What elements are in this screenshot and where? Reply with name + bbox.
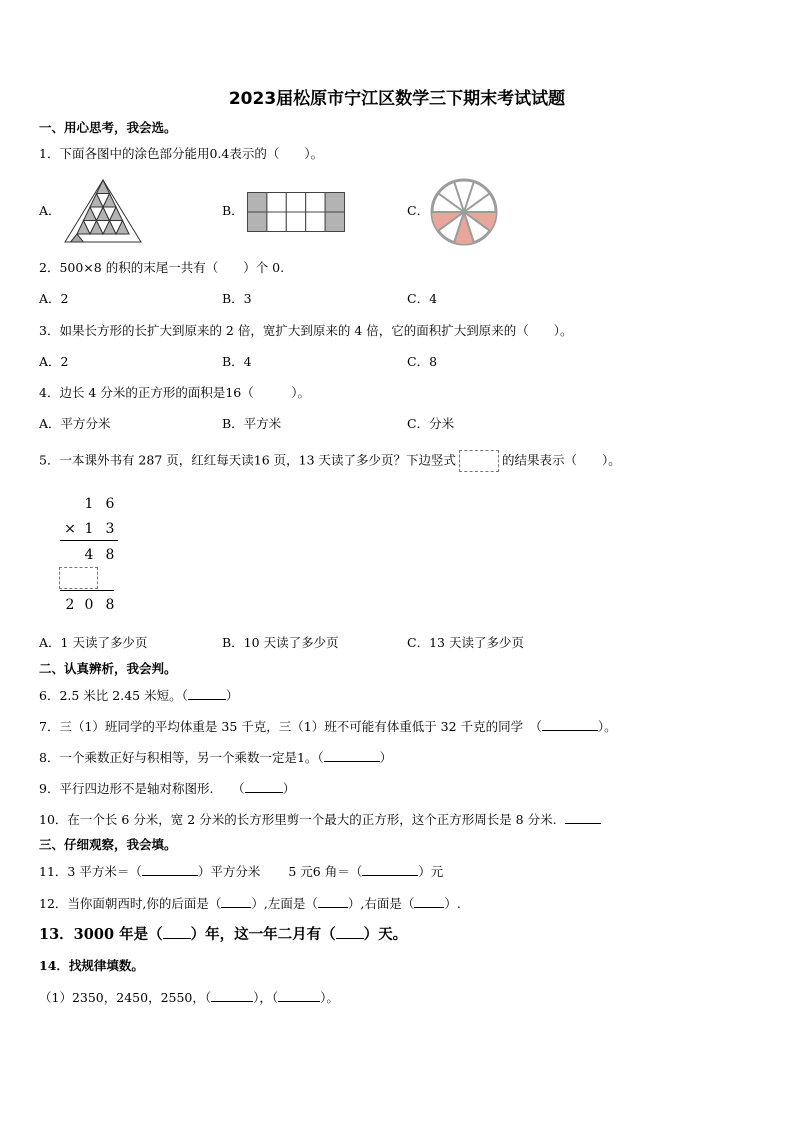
section-1-heading: 一、用心思考，我会选。 <box>39 120 177 135</box>
q1-option-b-label: B． <box>222 203 244 218</box>
q5-text-before: 5．一本课外书有 287 页，红红每天读16 页，13 天读了多少页？下边竖式 <box>39 452 457 468</box>
section-3-heading: 三、仔细观察，我会填。 <box>39 837 177 852</box>
question-2: 2．500×8 的积的末尾一共有（ ）个 0. <box>39 260 285 275</box>
rect-cell <box>306 212 325 232</box>
q5-vertical-multiplication: 1 6 × 1 3 4 8 2 0 8 <box>58 494 128 619</box>
q2-option-c: C．4 <box>407 291 438 306</box>
question-3: 3．如果长方形的长扩大到原来的 2 倍，宽扩大到原来的 4 倍，它的面积扩大到原来的（ ）。 <box>39 323 573 338</box>
question-7: 7．三（1）班同学的平均体重是 35 千克，三（1）班不可能有体重低于 32 千克的同学 （ ）。 <box>39 719 617 734</box>
q13-blank-year-type[interactable] <box>163 925 191 939</box>
q5-option-b: B．10 天读了多少页 <box>222 635 339 650</box>
q12-blank-right[interactable] <box>414 894 444 908</box>
q1-circle-figure <box>430 178 498 246</box>
q4-option-b: B．平方米 <box>222 416 282 431</box>
calc-dashed-box <box>59 567 98 589</box>
rect-cell <box>248 212 267 232</box>
rect-cell <box>248 193 267 213</box>
q13-blank-days[interactable] <box>336 925 364 939</box>
q4-option-a: A．平方分米 <box>39 416 111 431</box>
q1-option-a-label: A． <box>39 203 61 218</box>
q3-option-c: C．8 <box>407 354 438 369</box>
question-4: 4．边长 4 分米的正方形的面积是16（ ）。 <box>39 385 311 400</box>
q14-blank-2[interactable] <box>278 988 320 1002</box>
q1-option-c-label: C． <box>407 203 430 218</box>
question-11: 11．3 平方米＝（ ）平方分米 5 元6 角＝（ ）元 <box>39 864 444 879</box>
q4-option-c: C．分米 <box>407 416 455 431</box>
page-title: 2023届松原市宁江区数学三下期末考试试题 <box>228 89 566 109</box>
section-2-heading: 二、认真辨析，我会判。 <box>39 661 177 676</box>
question-14-sub-1: （1）2350，2450，2550，（ ），（ ）。 <box>39 990 339 1005</box>
calc-line-1 <box>60 540 118 541</box>
q2-option-a: A．2 <box>39 291 69 306</box>
rect-cell <box>267 212 286 232</box>
q1-triangle-figure <box>64 178 142 244</box>
q1-rectangle-figure <box>247 192 345 232</box>
rect-cell <box>306 193 325 213</box>
q2-option-b: B．3 <box>222 291 252 306</box>
q3-option-b: B．4 <box>222 354 252 369</box>
q12-blank-behind[interactable] <box>221 894 251 908</box>
q7-answer-blank[interactable] <box>542 717 598 731</box>
calc-line-2 <box>60 590 114 591</box>
rect-cell <box>267 193 286 213</box>
q5-dashed-box <box>459 450 499 472</box>
rect-cell <box>286 212 305 232</box>
rect-cell <box>286 193 305 213</box>
q11-blank-1[interactable] <box>142 862 198 876</box>
q5-option-c: C．13 天读了多少页 <box>407 635 524 650</box>
q9-answer-blank[interactable] <box>245 779 283 793</box>
question-10: 10．在一个长 6 分米，宽 2 分米的长方形里剪一个最大的正方形，这个正方形周长是 8 分米. <box>39 810 601 829</box>
q5-text-after: 的结果表示（ ）。 <box>502 452 621 468</box>
question-8: 8．一个乘数正好与积相等，另一个乘数一定是1。（ ） <box>39 750 393 765</box>
q12-blank-left[interactable] <box>318 894 348 908</box>
q8-answer-blank[interactable] <box>324 748 380 762</box>
rect-cell <box>325 193 344 213</box>
q11-blank-2[interactable] <box>362 862 418 876</box>
q3-option-a: A．2 <box>39 354 69 369</box>
question-14: 14．找规律填数。 <box>39 958 144 973</box>
q14-blank-1[interactable] <box>211 988 253 1002</box>
question-13: 13．3000 年是（ ）年，这一年二月有（ ）天。 <box>39 926 408 943</box>
question-6: 6．2.5 米比 2.45 米短。（ ） <box>39 688 239 703</box>
q6-answer-blank[interactable] <box>188 686 226 700</box>
rect-cell <box>325 212 344 232</box>
question-5 <box>39 450 621 472</box>
question-9: 9．平行四边形不是轴对称图形. （ ） <box>39 781 296 796</box>
question-12: 12．当你面朝西时,你的后面是（ ）,左面是（ ）,右面是（ ）. <box>39 896 461 911</box>
q5-option-a: A．1 天读了多少页 <box>39 635 148 650</box>
q10-answer-blank[interactable] <box>565 810 601 824</box>
question-1: 1．下面各图中的涂色部分能用0.4表示的（ ）。 <box>39 146 324 161</box>
